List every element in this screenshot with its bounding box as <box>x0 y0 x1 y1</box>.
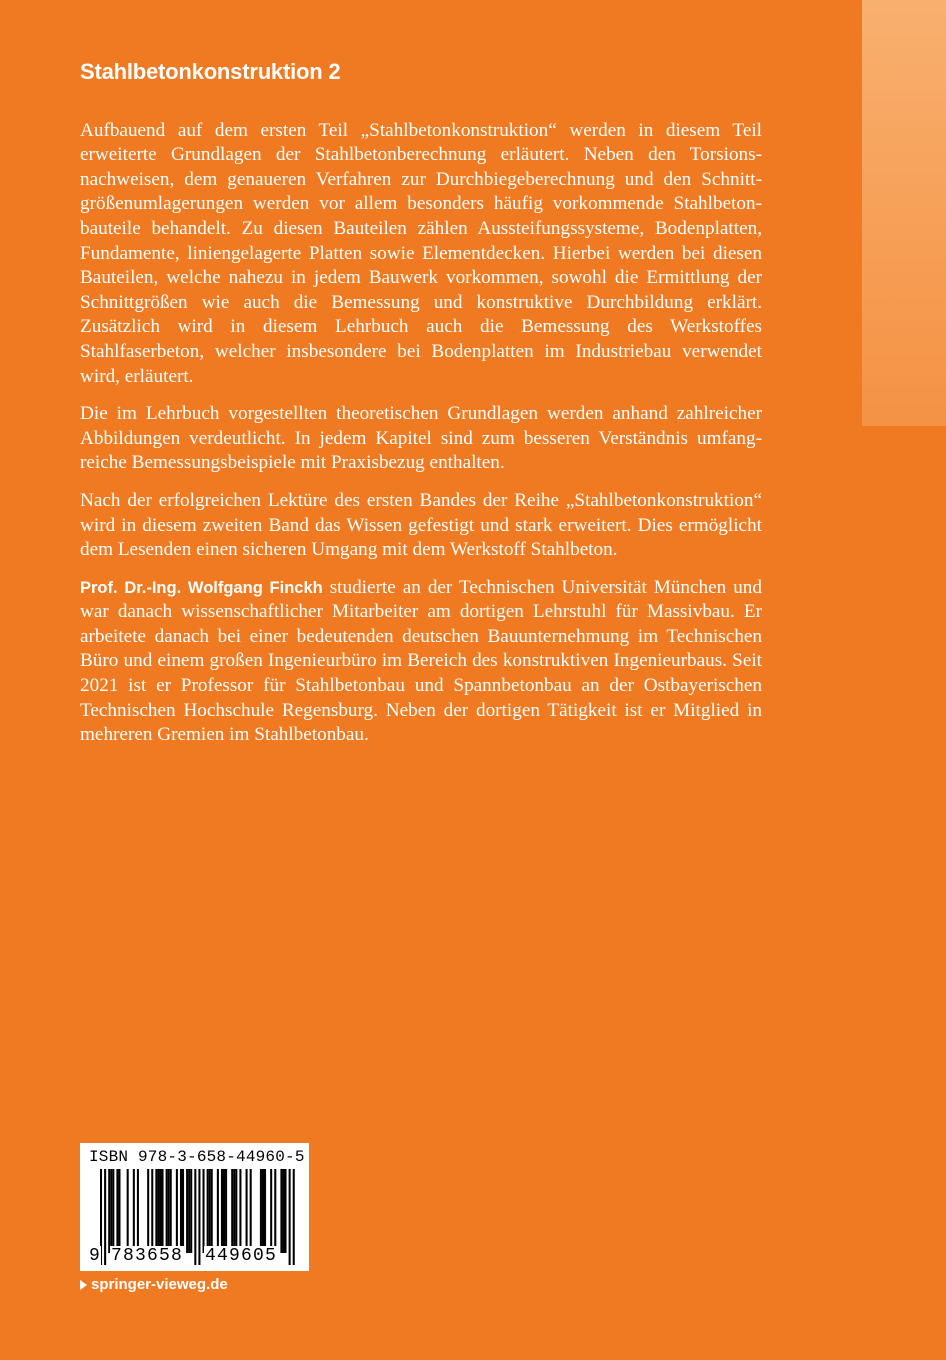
barcode-bar <box>207 1169 209 1253</box>
barcode-bar <box>262 1169 264 1253</box>
barcode-bar <box>147 1169 149 1253</box>
barcode-bar <box>137 1169 139 1253</box>
description-paragraph-1: Aufbauend auf dem ersten Teil „Stahlbetonkonstruktion“ werden in diesem Teil erweiterte Grundlagen der Stahlbetonberechnung erläutert. Neben den Torsionsnachweisen, dem genaueren Verfahren zur Durchbiegeberechnung und den Schnittgrößenumlagerungen werden vor allem besonders häufig vorkommende Stahlbetonbauteile behandelt. Zu diesen Bauteilen zählen Aussteifungssysteme, Bodenplatten, Fundamente, liniengelagerte Platten sowie Elementdecken. Hierbei werden bei diesen Bauteilen, welche nahezu in jedem Bauwerk vorkommen, sowohl die Ermittlung der Schnittgrößen wie auch die Bemessung und konstruktive Durchbildung erklärt. Zusätzlich wird in diesem Lehrbuch auch die Bemessung des Werkstoffes Stahlfaserbeton, welcher insbesondere bei Bodenplatten im Industriebau verwendet wird, erläutert. <box>80 119 762 387</box>
barcode-bar <box>246 1169 248 1253</box>
publisher-website[interactable] <box>80 1276 228 1293</box>
barcode-bar <box>270 1169 272 1253</box>
barcode-bar <box>151 1169 153 1253</box>
barcode-bar <box>225 1169 227 1253</box>
description-paragraph-3: Nach der erfolgreichen Lektüre des ersten Bandes der Reihe „Stahlbetonkonstruktion“ wird in diesem zweiten Band das Wissen gefestigt und stark erweitert. Dies ermöglicht dem Lesenden einen sicheren Umgang mit dem Werkstoff Stahlbeton. <box>80 489 762 561</box>
barcode-bar <box>231 1169 233 1253</box>
spine-color-strip <box>862 0 946 426</box>
barcode-bar <box>133 1169 135 1253</box>
barcode-bar <box>223 1169 225 1253</box>
barcode-bar <box>211 1169 213 1253</box>
website-label: springer-vieweg.de <box>91 1276 228 1293</box>
ean-left-group: 783658 <box>111 1246 184 1266</box>
arrow-right-icon <box>80 1280 87 1290</box>
barcode-bar <box>282 1169 284 1253</box>
barcode-bar <box>235 1169 237 1253</box>
barcode-bar <box>116 1169 118 1253</box>
isbn-label: ISBN 978-3-658-44960-5 <box>89 1148 305 1166</box>
barcode-bar <box>239 1169 241 1253</box>
barcode-bar <box>274 1169 276 1253</box>
barcode-bar <box>112 1169 114 1253</box>
back-cover-text <box>80 58 762 761</box>
isbn-barcode <box>80 1143 309 1271</box>
barcode-bar <box>118 1169 120 1253</box>
barcode-bar <box>233 1169 235 1253</box>
barcode-bar <box>264 1169 266 1253</box>
barcode-bar <box>280 1169 282 1253</box>
author-bio-paragraph <box>80 576 762 748</box>
ean-digits <box>80 1246 309 1268</box>
barcode-bar <box>166 1169 168 1253</box>
barcode-bar <box>159 1169 161 1253</box>
barcode-bar <box>285 1169 287 1253</box>
barcode-bar <box>170 1169 172 1253</box>
barcode-bar <box>190 1169 192 1253</box>
barcode-bar <box>182 1169 184 1253</box>
barcode-bar <box>176 1169 178 1253</box>
barcode-bar <box>217 1169 219 1253</box>
barcode-bar <box>157 1169 159 1253</box>
barcode-bar <box>168 1169 170 1253</box>
barcode-bar <box>186 1169 188 1253</box>
book-title: Stahlbetonkonstruktion 2 <box>80 59 341 84</box>
barcode-bar <box>110 1169 112 1253</box>
barcode-bar <box>180 1169 182 1253</box>
barcode-bar <box>250 1169 252 1253</box>
barcode-bar <box>188 1169 190 1253</box>
ean-right-group: 449605 <box>205 1246 278 1266</box>
ean-first-digit: 9 <box>89 1246 100 1266</box>
author-bio: studierte an der Technischen Universität München und war danach wissenschaftlicher Mitarbeiter am dortigen Lehrstuhl für Massivbau. Er arbeitete danach bei einer bedeutenden deutschen Bauunternehmung im Technischen Büro und einem großen Ingenieurbüro im Bereich des konstruktiven Ingenieurbaus. Seit 2021 ist er Professor für Stahlbetonbau und Spannbetonbau an der Ostbayerischen Technischen Hochschule Regensburg. Neben der dortigen Tätigkeit ist er Mitglied in mehreren Gremien im Stahlbetonbau. <box>80 576 762 746</box>
barcode-bar <box>260 1169 262 1253</box>
author-name: Prof. Dr.-Ing. Wolfgang Finckh <box>80 578 323 597</box>
barcode-bar <box>203 1169 205 1253</box>
barcode-bar <box>162 1169 164 1253</box>
description-paragraph-2: Die im Lehrbuch vorgestellten theoretischen Grundlagen werden anhand zahlreicher Abbildungen verdeutlicht. In jedem Kapitel sind zum besseren Verständnis umfangreiche Bemessungsbeispiele mit Praxisbezug enthalten. <box>80 403 762 474</box>
barcode-bar <box>221 1169 223 1253</box>
barcode-bar <box>209 1169 211 1253</box>
barcode-bar <box>127 1169 129 1253</box>
barcode-bar <box>108 1169 110 1253</box>
barcode-bar <box>155 1169 157 1253</box>
